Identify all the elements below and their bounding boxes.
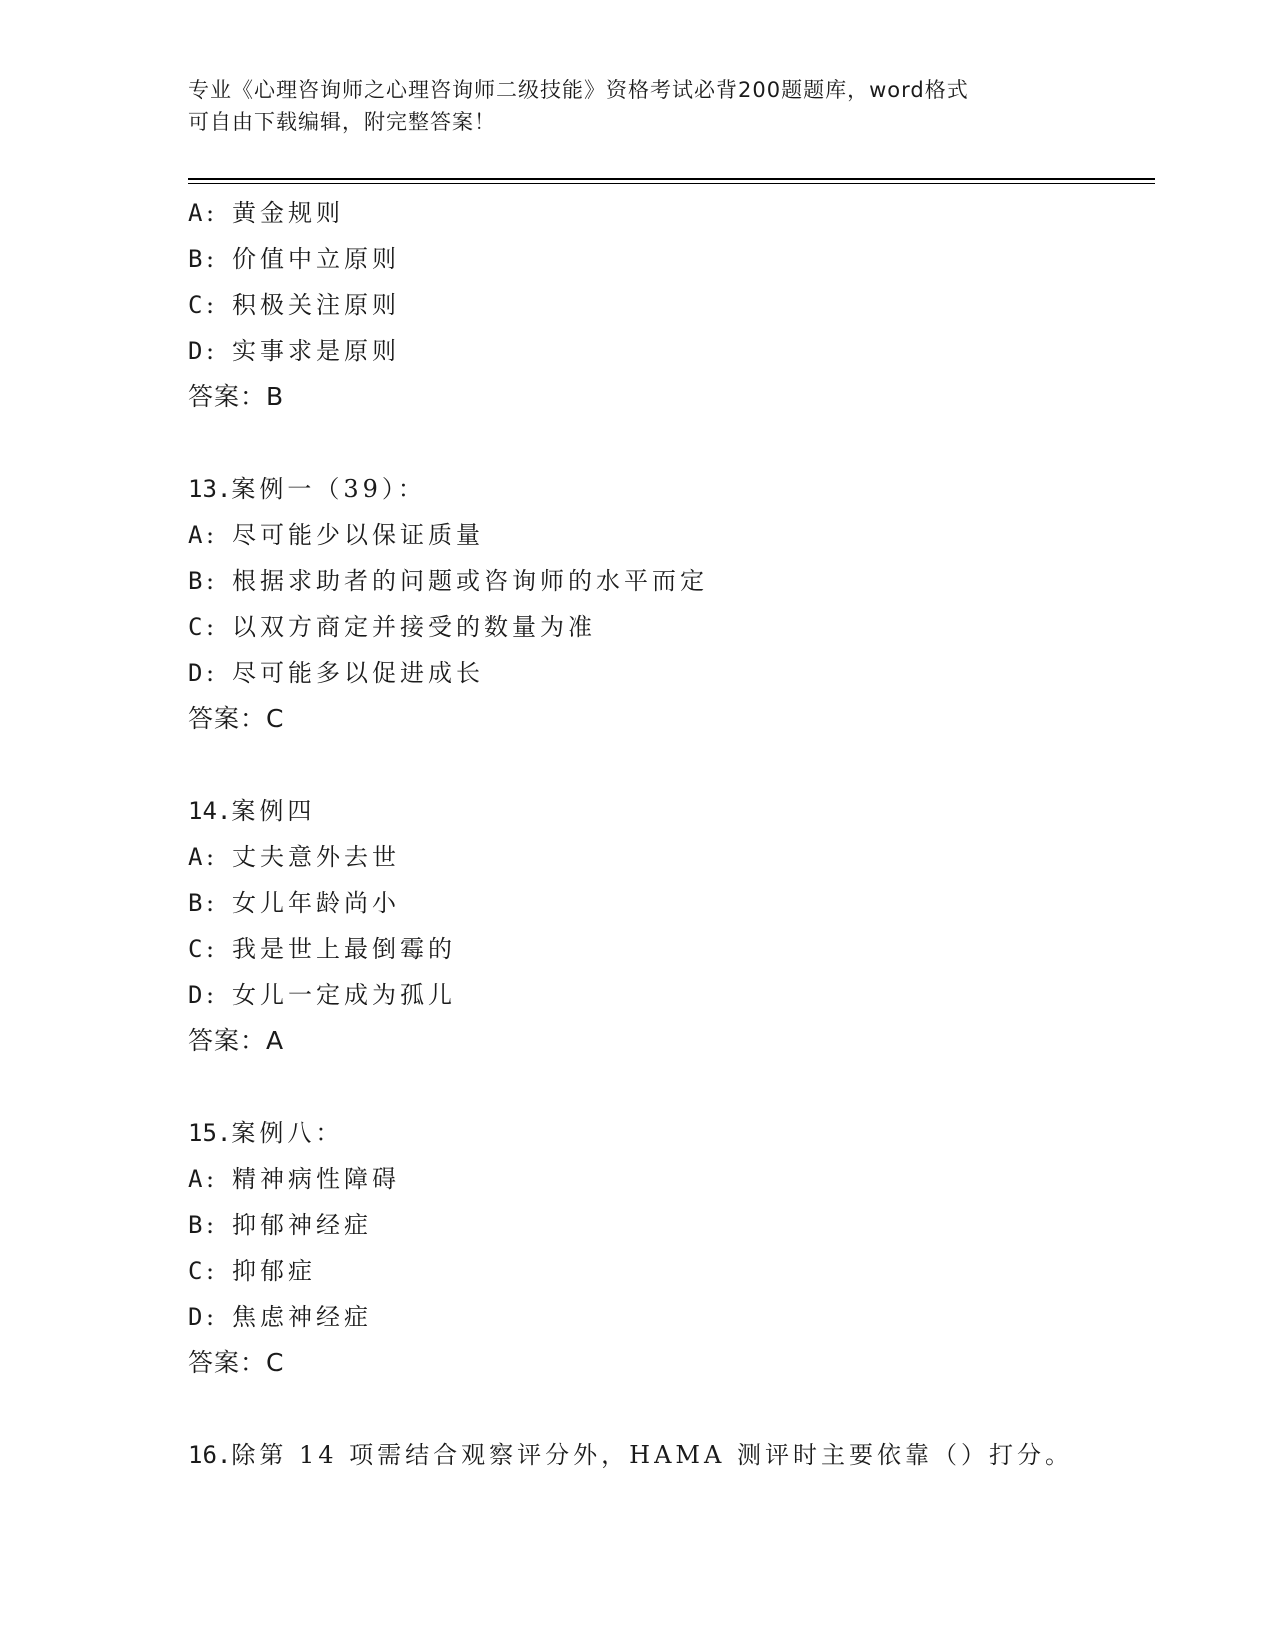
answer-line: 答案：B (188, 382, 285, 411)
question-block-16 (188, 1432, 1148, 1478)
option-b: B : 根据求助者的问题或咨询师的水平而定 (188, 567, 708, 595)
question-block-13 (188, 466, 1148, 742)
answer-line: 答案：A (188, 1026, 285, 1055)
question-block-14 (188, 788, 1148, 1064)
header-title-line-2: 可自由下载编辑，附完整答案！ (188, 110, 496, 134)
question-stem: 13.案例一（39）： (188, 475, 426, 503)
option-c: C : 积极关注原则 (188, 291, 400, 319)
spacer (188, 1064, 1148, 1110)
header-title-line-1: 专业《心理咨询师之心理咨询师二级技能》资格考试必背200题题库，word格式 (188, 78, 969, 102)
header-divider-thick (188, 178, 1155, 180)
question-block-12 (188, 190, 1148, 420)
document-header (188, 74, 1068, 138)
option-a: A : 黄金规则 (188, 199, 344, 227)
question-stem: 16.除第 14 项需结合观察评分外，HAMA 测评时主要依靠（）打分。 (188, 1441, 1073, 1469)
option-b: B : 价值中立原则 (188, 245, 400, 273)
answer-line: 答案：C (188, 704, 285, 733)
spacer (188, 420, 1148, 466)
option-d: D : 女儿一定成为孤儿 (188, 981, 456, 1009)
option-b: B : 女儿年龄尚小 (188, 889, 400, 917)
option-a: A : 丈夫意外去世 (188, 843, 400, 871)
option-c: C : 抑郁症 (188, 1257, 316, 1285)
spacer (188, 1386, 1148, 1432)
question-list (188, 190, 1148, 1478)
answer-line: 答案：C (188, 1348, 285, 1377)
option-d: D : 尽可能多以促进成长 (188, 659, 484, 687)
option-c: C : 以双方商定并接受的数量为准 (188, 613, 596, 641)
question-stem: 14.案例四 (188, 797, 316, 825)
option-a: A : 尽可能少以保证质量 (188, 521, 484, 549)
option-d: D : 焦虑神经症 (188, 1303, 372, 1331)
option-d: D : 实事求是原则 (188, 337, 400, 365)
option-b: B : 抑郁神经症 (188, 1211, 372, 1239)
option-a: A : 精神病性障碍 (188, 1165, 400, 1193)
header-divider-thin (188, 183, 1155, 184)
spacer (188, 742, 1148, 788)
option-c: C : 我是世上最倒霉的 (188, 935, 456, 963)
question-stem: 15.案例八： (188, 1119, 344, 1147)
question-block-15 (188, 1110, 1148, 1386)
